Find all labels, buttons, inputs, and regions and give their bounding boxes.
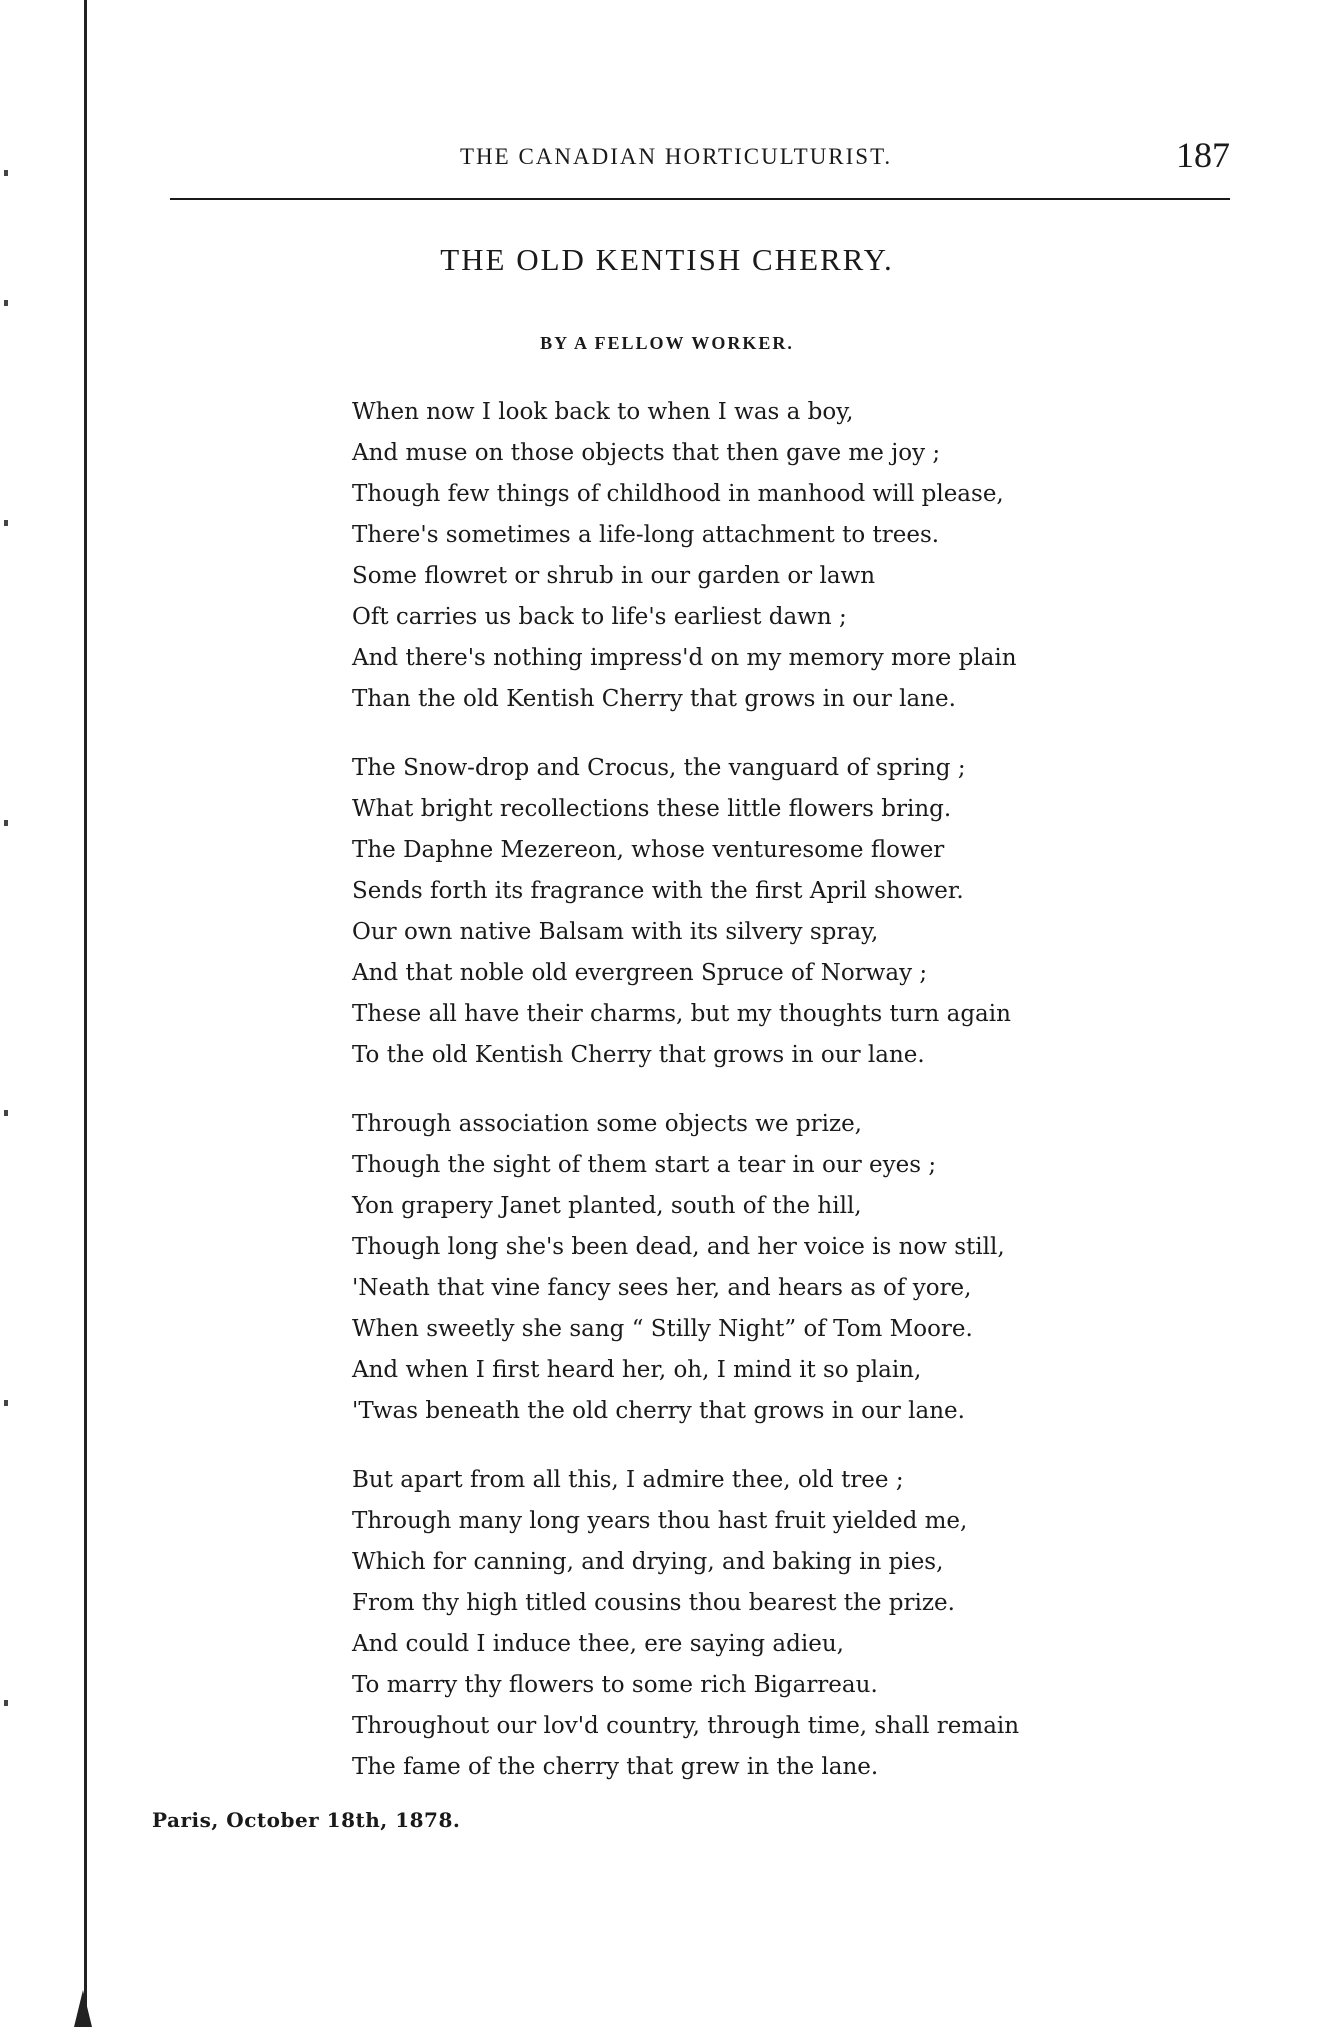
- margin-speck: [4, 170, 8, 176]
- poem-line: Yon grapery Janet planted, south of the hill,: [352, 1193, 862, 1219]
- poem-line: Some flowret or shrub in our garden or lawn: [352, 563, 876, 589]
- margin-speck: [4, 1700, 8, 1706]
- poem-line: Though few things of childhood in manhood will please,: [352, 481, 1004, 507]
- poem-title: THE OLD KENTISH CHERRY.: [440, 242, 894, 277]
- poem-line: Though long she's been dead, and her voice is now still,: [352, 1234, 1005, 1260]
- poem-byline: BY A FELLOW WORKER.: [540, 333, 794, 353]
- stanza-4: [352, 1460, 1112, 1788]
- running-title: THE CANADIAN HORTICULTURIST.: [460, 144, 893, 169]
- page-number: 187: [1176, 135, 1230, 175]
- stanza-2: [352, 748, 1112, 1076]
- binding-edge-line: [84, 0, 87, 2027]
- poem-line: From thy high titled cousins thou bearest the prize.: [352, 1590, 955, 1616]
- margin-speck: [4, 1400, 8, 1406]
- signature-dateline: Paris, October 18th, 1878.: [152, 1808, 461, 1832]
- poem-line: The Daphne Mezereon, whose venturesome flower: [352, 837, 945, 863]
- header-rule: [170, 198, 1230, 200]
- running-head: [170, 130, 1230, 190]
- margin-speck: [4, 820, 8, 826]
- poem-line: Through many long years thou hast fruit yielded me,: [352, 1508, 968, 1534]
- poem-line: And could I induce thee, ere saying adieu,: [352, 1631, 844, 1657]
- poem-line: And that noble old evergreen Spruce of Norway ;: [352, 960, 928, 986]
- poem-line: What bright recollections these little flowers bring.: [352, 796, 952, 822]
- stanza-3: [352, 1104, 1112, 1432]
- poem-line: There's sometimes a life-long attachment to trees.: [352, 522, 940, 548]
- poem-line: Throughout our lov'd country, through time, shall remain: [352, 1713, 1020, 1739]
- poem-line: 'Twas beneath the old cherry that grows in our lane.: [352, 1398, 965, 1424]
- poem-line: Which for canning, and drying, and baking in pies,: [352, 1549, 944, 1575]
- poem-line: Our own native Balsam with its silvery spray,: [352, 919, 879, 945]
- poem-line: When now I look back to when I was a boy,: [352, 399, 854, 425]
- poem-line: Though the sight of them start a tear in our eyes ;: [352, 1152, 937, 1178]
- poem-line: And when I first heard her, oh, I mind it so plain,: [352, 1357, 922, 1383]
- poem-line: 'Neath that vine fancy sees her, and hears as of yore,: [352, 1275, 972, 1301]
- poem-line: The fame of the cherry that grew in the lane.: [352, 1754, 879, 1780]
- poem-line: And muse on those objects that then gave me joy ;: [352, 440, 941, 466]
- margin-speck: [4, 1110, 8, 1116]
- poem-line: These all have their charms, but my thoughts turn again: [352, 1001, 1011, 1027]
- poem-line: To marry thy flowers to some rich Bigarreau.: [352, 1672, 878, 1698]
- margin-speck: [4, 300, 8, 306]
- poem-line: But apart from all this, I admire thee, old tree ;: [352, 1467, 904, 1493]
- binding-edge-foot: [74, 1990, 92, 2027]
- poem-line: The Snow-drop and Crocus, the vanguard of spring ;: [352, 755, 966, 781]
- margin-speck: [4, 520, 8, 526]
- poem-line: And there's nothing impress'd on my memory more plain: [352, 645, 1017, 671]
- stanza-1: [352, 392, 1112, 720]
- poem-line: Than the old Kentish Cherry that grows in our lane.: [352, 686, 956, 712]
- poem-line: Through association some objects we prize,: [352, 1111, 862, 1137]
- poem-line: Oft carries us back to life's earliest dawn ;: [352, 604, 847, 630]
- poem-line: Sends forth its fragrance with the first April shower.: [352, 878, 964, 904]
- poem-line: When sweetly she sang “ Stilly Night” of Tom Moore.: [352, 1316, 973, 1342]
- poem-line: To the old Kentish Cherry that grows in our lane.: [352, 1042, 925, 1068]
